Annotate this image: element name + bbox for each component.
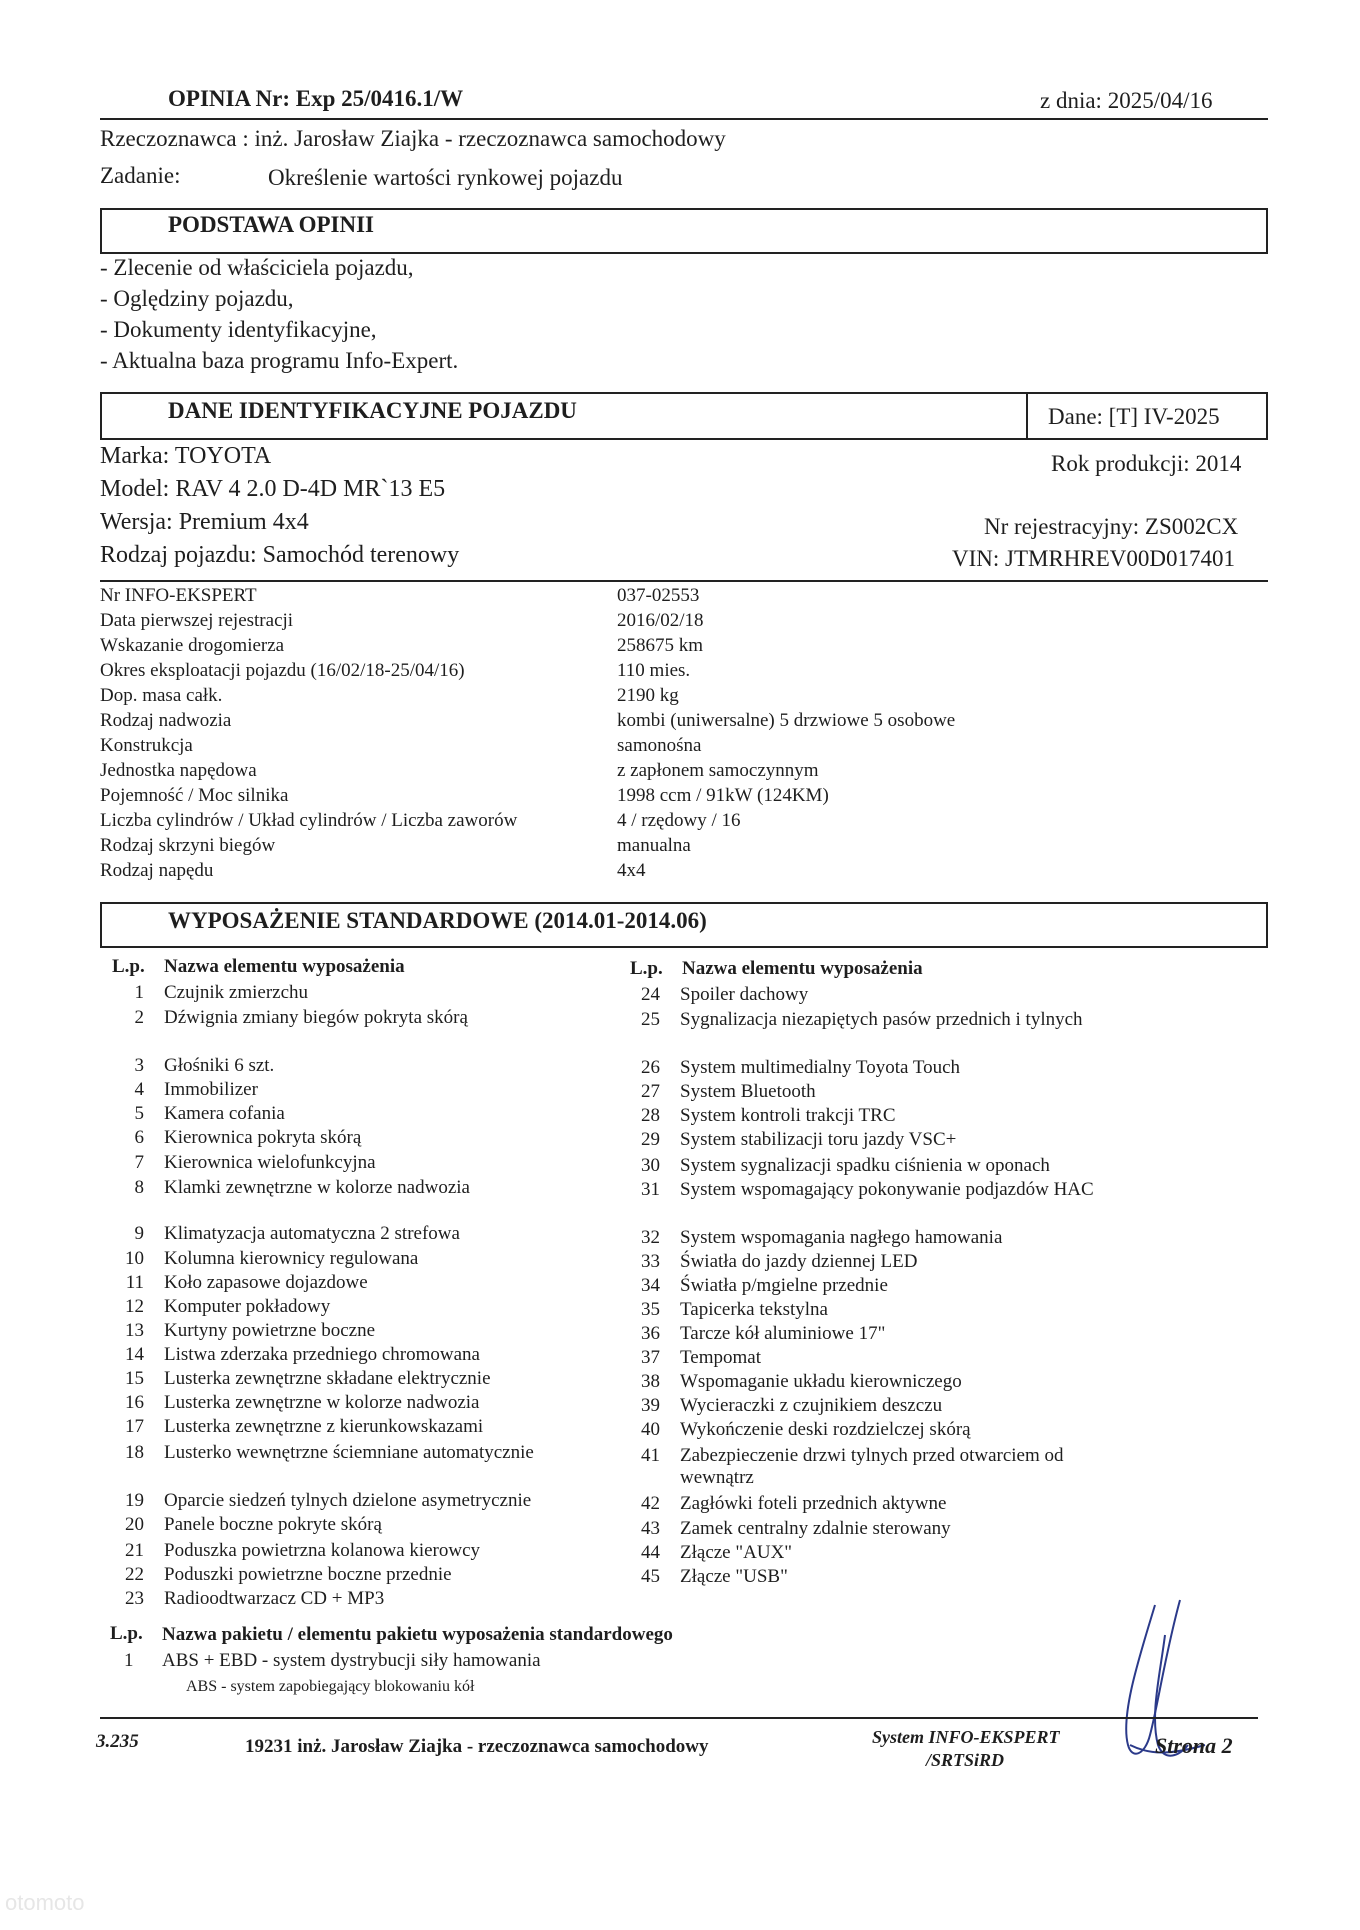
package-col-lp: L.p.: [110, 1623, 143, 1644]
equipment-item: 18 Lusterko wewnętrzne ściemniane automatycznie: [125, 1442, 534, 1463]
equipment-item: 43 Zamek centralny zdalnie sterowany: [641, 1518, 951, 1539]
equipment-item: 40 Wykończenie deski rozdzielczej skórą: [641, 1419, 971, 1440]
detail-row: Jednostka napędowa z zapłonem samoczynnym: [100, 760, 819, 781]
equipment-item: 22 Poduszki powietrzne boczne przednie: [125, 1564, 452, 1585]
equipment-item: 4 Immobilizer: [134, 1079, 258, 1100]
vin: VIN: JTMRHREV00D017401: [952, 546, 1236, 571]
footer-system-sub: /SRTSiRD: [926, 1750, 1005, 1770]
registration-number: Nr rejestracyjny: ZS002CX: [984, 514, 1239, 539]
basis-title: PODSTAWA OPINII: [168, 212, 374, 237]
detail-row: Dop. masa całk. 2190 kg: [100, 685, 679, 706]
equipment-item: 21 Poduszka powietrzna kolanowa kierowcy: [125, 1540, 481, 1561]
equipment-item: 45 Złącze "USB": [641, 1566, 788, 1587]
basis-item-4: - Aktualna baza programu Info-Expert.: [100, 348, 459, 373]
detail-row: Data pierwszej rejestracji 2016/02/18: [100, 610, 704, 631]
equipment-item: 30 System sygnalizacji spadku ciśnienia w oponach: [641, 1155, 1050, 1176]
equipment-item: 6 Kierownica pokryta skórą: [134, 1127, 362, 1148]
equipment-item: 25 Sygnalizacja niezapiętych pasów przednich i tylnych: [641, 1009, 1083, 1030]
divider: [100, 118, 1268, 120]
equipment-item: 20 Panele boczne pokryte skórą: [125, 1514, 382, 1535]
col-lp-left: L.p.: [112, 956, 145, 977]
equipment-item: 16 Lusterka zewnętrzne w kolorze nadwozia: [125, 1392, 480, 1413]
detail-row: Pojemność / Moc silnika 1998 ccm / 91kW (124KM): [100, 785, 829, 806]
equipment-item: 23 Radioodtwarzacz CD + MP3: [125, 1588, 385, 1609]
production-year: Rok produkcji: 2014: [1051, 451, 1242, 476]
basis-item-1: - Zlecenie od właściciela pojazdu,: [100, 255, 414, 280]
package-subitem: ABS - system zapobiegający blokowaniu kół: [186, 1678, 475, 1695]
equipment-item: 24 Spoiler dachowy: [641, 984, 809, 1005]
detail-row: Wskazanie drogomierza 258675 km: [100, 635, 704, 656]
equipment-item: 38 Wspomaganie układu kierowniczego: [641, 1371, 962, 1392]
opinion-date: z dnia: 2025/04/16: [1040, 88, 1213, 113]
detail-row: Konstrukcja samonośna: [100, 735, 702, 756]
vehicle-title: DANE IDENTYFIKACYJNE POJAZDU: [168, 398, 577, 423]
basis-item-3: - Dokumenty identyfikacyjne,: [100, 317, 377, 342]
equipment-item: 5 Kamera cofania: [134, 1103, 285, 1124]
equipment-item: 29 System stabilizacji toru jazdy VSC+: [641, 1129, 957, 1150]
task-label: Zadanie:: [100, 163, 181, 188]
data-version: Dane: [T] IV-2025: [1048, 404, 1220, 429]
equipment-item: 17 Lusterka zewnętrzne z kierunkowskazami: [125, 1416, 484, 1437]
equipment-item: 39 Wycieraczki z czujnikiem deszczu: [641, 1395, 943, 1416]
equipment-item: 37 Tempomat: [641, 1347, 761, 1368]
col-name-right: Nazwa elementu wyposażenia: [682, 958, 923, 979]
equipment-item: 11 Koło zapasowe dojazdowe: [125, 1272, 368, 1293]
equipment-item: 3 Głośniki 6 szt.: [134, 1055, 275, 1076]
equipment-item: 34 Światła p/mgielne przednie: [641, 1275, 888, 1296]
equipment-item: 19 Oparcie siedzeń tylnych dzielone asymetrycznie: [125, 1490, 532, 1511]
vehicle-make: Marka: TOYOTA: [100, 443, 272, 469]
detail-row: Rodzaj skrzyni biegów manualna: [100, 835, 691, 856]
equipment-item: 9 Klimatyzacja automatyczna 2 strefowa: [134, 1223, 460, 1244]
footer-author: 19231 inż. Jarosław Ziajka - rzeczoznawca samochodowy: [245, 1736, 709, 1757]
opinion-number: OPINIA Nr: Exp 25/0416.1/W: [168, 86, 464, 111]
basis-item-2: - Oględziny pojazdu,: [100, 286, 294, 311]
equipment-item: 35 Tapicerka tekstylna: [641, 1299, 828, 1320]
page-number: Strona 2: [1155, 1733, 1233, 1758]
equipment-item: 7 Kierownica wielofunkcyjna: [134, 1152, 376, 1173]
equipment-item: 26 System multimedialny Toyota Touch: [641, 1057, 961, 1078]
package-number: 1: [124, 1650, 134, 1671]
equipment-item: 41 Zabezpieczenie drzwi tylnych przed otwarciem od wewnątrz: [641, 1445, 1064, 1488]
equipment-item: 12 Komputer pokładowy: [125, 1296, 331, 1317]
detail-row: Okres eksploatacji pojazdu (16/02/18-25/04/16) 110 mies.: [100, 660, 691, 681]
equipment-item: 31 System wspomagający pokonywanie podjazdów HAC: [641, 1179, 1094, 1200]
equipment-item: 1 Czujnik zmierzchu: [134, 982, 309, 1003]
footer-system: System INFO-EKSPERT: [872, 1727, 1060, 1747]
watermark: otomoto: [5, 1890, 85, 1915]
vehicle-version: Wersja: Premium 4x4: [100, 509, 309, 535]
equipment-item: 28 System kontroli trakcji TRC: [641, 1105, 896, 1126]
expert-line: Rzeczoznawca : inż. Jarosław Ziajka - rzeczoznawca samochodowy: [100, 126, 726, 151]
footer-divider: [100, 1717, 1258, 1719]
equipment-item: 13 Kurtyny powietrzne boczne: [125, 1320, 376, 1341]
col-lp-right: L.p.: [630, 958, 663, 979]
equipment-item: 42 Zagłówki foteli przednich aktywne: [641, 1493, 947, 1514]
equipment-item: 8 Klamki zewnętrzne w kolorze nadwozia: [134, 1177, 470, 1198]
vehicle-model: Model: RAV 4 2.0 D-4D MR`13 E5: [100, 476, 446, 502]
equipment-item: 15 Lusterka zewnętrzne składane elektrycznie: [125, 1368, 491, 1389]
task-value: Określenie wartości rynkowej pojazdu: [268, 165, 623, 190]
equipment-item: 32 System wspomagania nagłego hamowania: [641, 1227, 1003, 1248]
detail-row: Nr INFO-EKSPERT 037-02553: [100, 585, 700, 606]
detail-row: Liczba cylindrów / Układ cylindrów / Liczba zaworów 4 / rzędowy / 16: [100, 810, 741, 831]
equipment-item: 2 Dźwignia zmiany biegów pokryta skórą: [134, 1007, 468, 1028]
equipment-item: 14 Listwa zderzaka przedniego chromowana: [125, 1344, 480, 1365]
vehicle-box-separator: [1026, 392, 1028, 440]
detail-row: Rodzaj nadwozia kombi (uniwersalne) 5 drzwiowe 5 osobowe: [100, 710, 956, 731]
col-name-left: Nazwa elementu wyposażenia: [164, 956, 405, 977]
detail-row: Rodzaj napędu 4x4: [100, 860, 646, 881]
vehicle-type: Rodzaj pojazdu: Samochód terenowy: [100, 542, 460, 568]
package-header: Nazwa pakietu / elementu pakietu wyposażenia standardowego: [162, 1624, 673, 1645]
equipment-item: 36 Tarcze kół aluminiowe 17": [641, 1323, 886, 1344]
equipment-item: 44 Złącze "AUX": [641, 1542, 793, 1563]
equipment-item: 33 Światła do jazdy dziennej LED: [641, 1251, 918, 1272]
equipment-item: 10 Kolumna kierownicy regulowana: [125, 1248, 419, 1269]
package-name: ABS + EBD - system dystrybucji siły hamowania: [162, 1650, 541, 1671]
equipment-title: WYPOSAŻENIE STANDARDOWE (2014.01-2014.06): [168, 908, 707, 933]
divider: [100, 580, 1268, 582]
equipment-item: 27 System Bluetooth: [641, 1081, 816, 1102]
footer-version: 3.235: [96, 1731, 139, 1752]
